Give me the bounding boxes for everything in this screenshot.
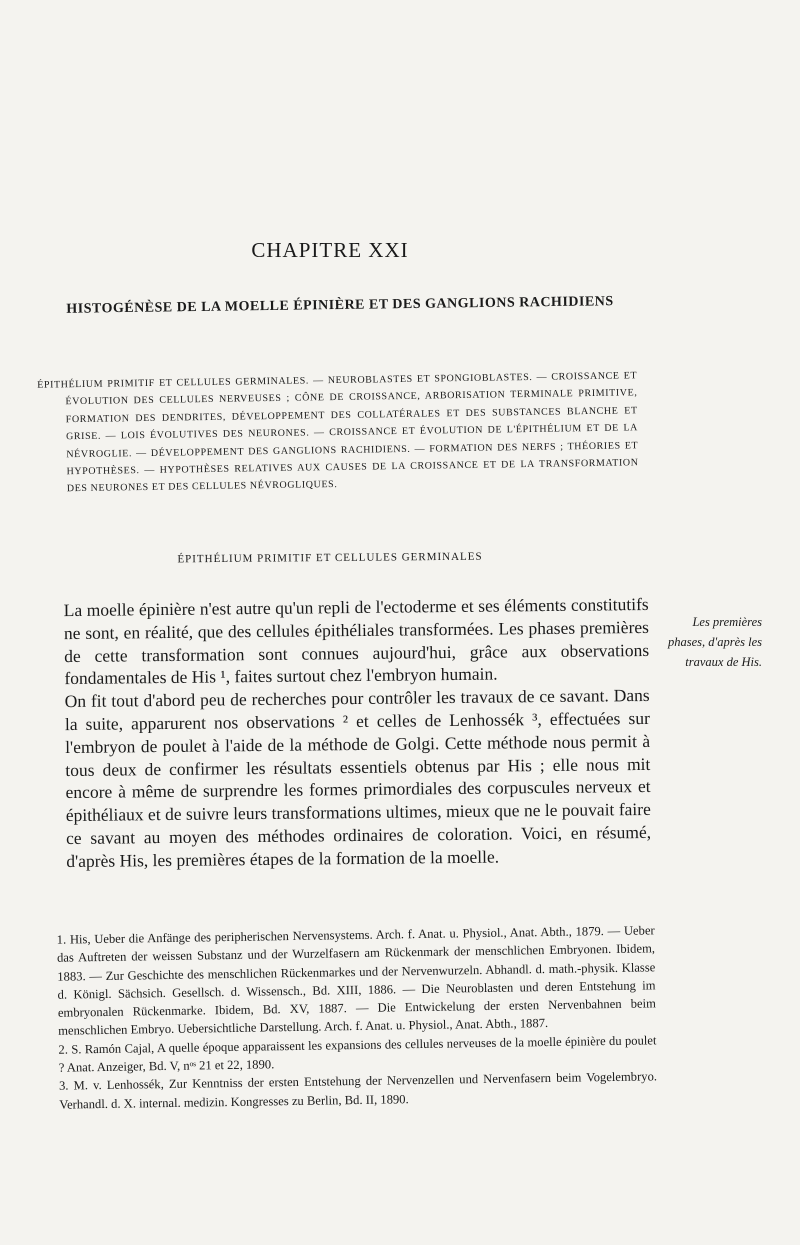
paragraph: La moelle épinière n'est autre qu'un repli de l'ectoderme et ses éléments constitutifs ne sont, en réalité, que des cellules épithéliales transformées. Les phases premières de cette transformation sont connues aujourd'hui, grâce aux observations fondamentales de His ¹, faites surtout chez l'embryon humain. [63,593,650,689]
body-text [64,593,652,873]
summary-text: ÉPITHÉLIUM PRIMITIF ET CELLULES GERMINALES. — NEUROBLASTES ET SPONGIOBLASTES. — CROISSANCE ET ÉVOLUTION DES CELLULES NERVEUSES ; CÔNE DE CROISSANCE, ARBORISATION TERMINALE PRIMITIVE, FORMATION DES DENDRITES, DÉVELOPPEMENT DES COLLATÉRALES ET DES SUBSTANCES BLANCHE ET GRISE. — LOIS ÉVOLUTIVES DES NEURONES. — CROISSANCE ET ÉVOLUTION DE L'ÉPITHÉLIUM ET DE LA NÉVROGLIE. — DÉVELOPPEMENT DES GANGLIONS RACHIDIENS. — FORMATION DES NERFS ; THÉORIES ET HYPOTHÈSES. — HYPOTHÈSES RELATIVES AUX CAUSES DE LA CROISSANCE ET DE LA TRANSFORMATION DES NEURONES ET DES CELLULES NÉVROGLIQUES. [37,370,639,495]
footnote: 2. S. Ramón Cajal, A quelle époque apparaissent les expansions des cellules nerveuses de la moelle épinière du poulet ? Anat. Anzeiger, Bd. V, nᵒˢ 21 et 22, 1890. [58,1033,657,1075]
chapter-title: HISTOGÉNÈSE DE LA MOELLE ÉPINIÈRE ET DES GANGLIONS RACHIDIENS [66,294,614,317]
paragraph: On fit tout d'abord peu de recherches pour contrôler les travaux de ce savant. Dans la suite, apparurent nos observations ² et celles de Lenhossék ³, effectuées sur l'embryon de poulet à l'aide de la méthode de Golgi. Cette méthode nous permit à tous deux de confirmer les résultats essentiels obtenus par His ; elle nous mit encore à même de surprendre les formes primordiales des corpuscules nerveux et épithéliaux et de suivre leurs transformations ultimes, mieux que ne le pouvait faire ce savant au moyen des méthodes ordinaires de coloration. Voici, en résumé, d'après His, les premières étapes de la formation de la moelle. [64,685,652,871]
footnote: 3. M. v. Lenhossék, Zur Kenntniss der ersten Entstehung der Nervenzellen und Nervenfasern beim Vogelembryo. Verhandl. d. X. internal. medizin. Kongresses zu Berlin, Bd. II, 1890. [58,1069,658,1112]
footnote: 1. His, Ueber die Anfänge des peripherischen Nervensystems. Arch. f. Anat. u. Physiol., Anat. Abth., 1879. — Ueber das Auftreten der weissen Substanz und der Wurzelfasern am Rückenmark der menschlichen Embryonen. Ibidem, 1883. — Zur Geschichte des menschlichen Rückenmarkes und der Nervenwurzeln. Abhandl. d. math.-physik. Klasse d. Königl. Sächsich. Gesellsch. d. Wissensch., Bd. XIII, 1886. — Die Neuroblasten und deren Entstehung im embryonalen Rückenmarke. Ibidem, Bd. XV, 1887. — Die Entwickelung der ersten Nervenbahnen beim menschlichen Embryo. Uebersichtliche Darstellung. Arch. f. Anat. u. Physiol., Anat. Abth., 1887. [56,923,656,1039]
chapter-summary [37,367,639,498]
chapter-number: CHAPITRE XXI [251,238,409,262]
section-title: ÉPITHÉLIUM PRIMITIF ET CELLULES GERMINALES [177,550,483,566]
margin-note: Les premières phases, d'après les travaux de His. [668,615,762,669]
footnotes [57,921,658,1113]
